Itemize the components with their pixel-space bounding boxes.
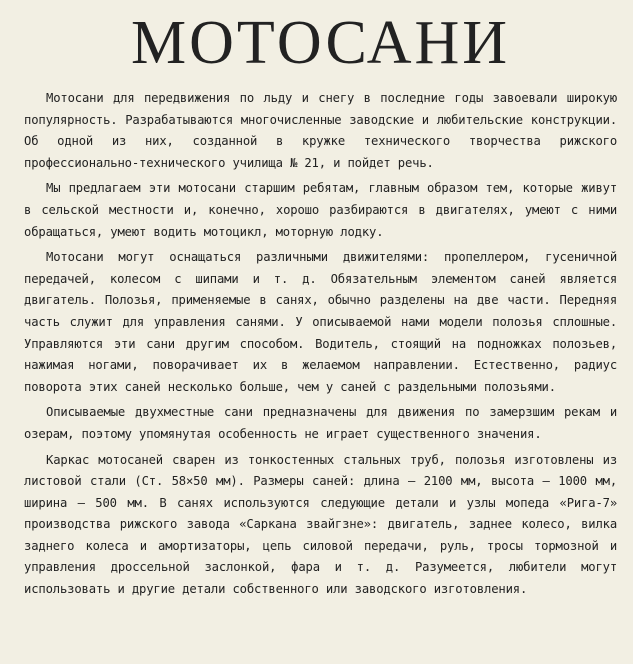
paragraph-5: Каркас мотосаней сварен из тонкостенных стальных труб, полозья изготовлены из листовой стали (Ст. 58×50 мм). Размеры саней: длина — 2100 мм, высота — 1000 мм, ширина — 500 мм. В санях используются следующие детали и узлы мопеда «Рига-7» производства рижского завода «Саркана звайгзне»: двигатель, заднее колесо, вилка заднего колеса и амортизаторы, цепь силовой передачи, руль, тросы тормозной и управления дроссельной заслонкой, фара и т. д. Разумеется, любители могут использовать и другие детали собственного или заводского изготовления. bbox=[24, 452, 617, 597]
paragraph-3: Мотосани могут оснащаться различными движителями: пропеллером, гусеничной передачей, колесом с шипами и т. д. Обязательным элементом саней является двигатель. Полозья, применяемые в санях, обычно разделены на две части. Передняя часть служит для управления санями. У описываемой нами модели полозья сплошные. Управляются эти сани другим способом. Водитель, стоящий на подножках полозьев, нажимая ногами, поворачивает их в желаемом направлении. Естественно, радиус поворота этих саней несколько больше, чем у саней с раздельными полозьями. bbox=[24, 250, 617, 394]
paragraph-2: Мы предлагаем эти мотосани старшим ребятам, главным образом тем, которые живут в сельской местности и, конечно, хорошо разбираются в двигателях, умеют с ними обращаться, умеют водить мотоцикл, моторную лодку. bbox=[24, 181, 617, 239]
paragraph-4: Описываемые двухместные сани предназначены для движения по замерзшим рекам и озерам, поэтому упомянутая особенность не играет существенного значения. bbox=[24, 405, 617, 441]
paragraph-1: Мотосани для передвижения по льду и снегу в последние годы завоевали широкую популярность. Разрабатываются многочисленные заводские и любительские конструкции. Об одной из них, созданной в кружке технического творчества рижского профессионально-технического училища № 21, и пойдет речь. bbox=[24, 91, 617, 170]
page-title: МОТОСАНИ bbox=[130, 9, 511, 77]
